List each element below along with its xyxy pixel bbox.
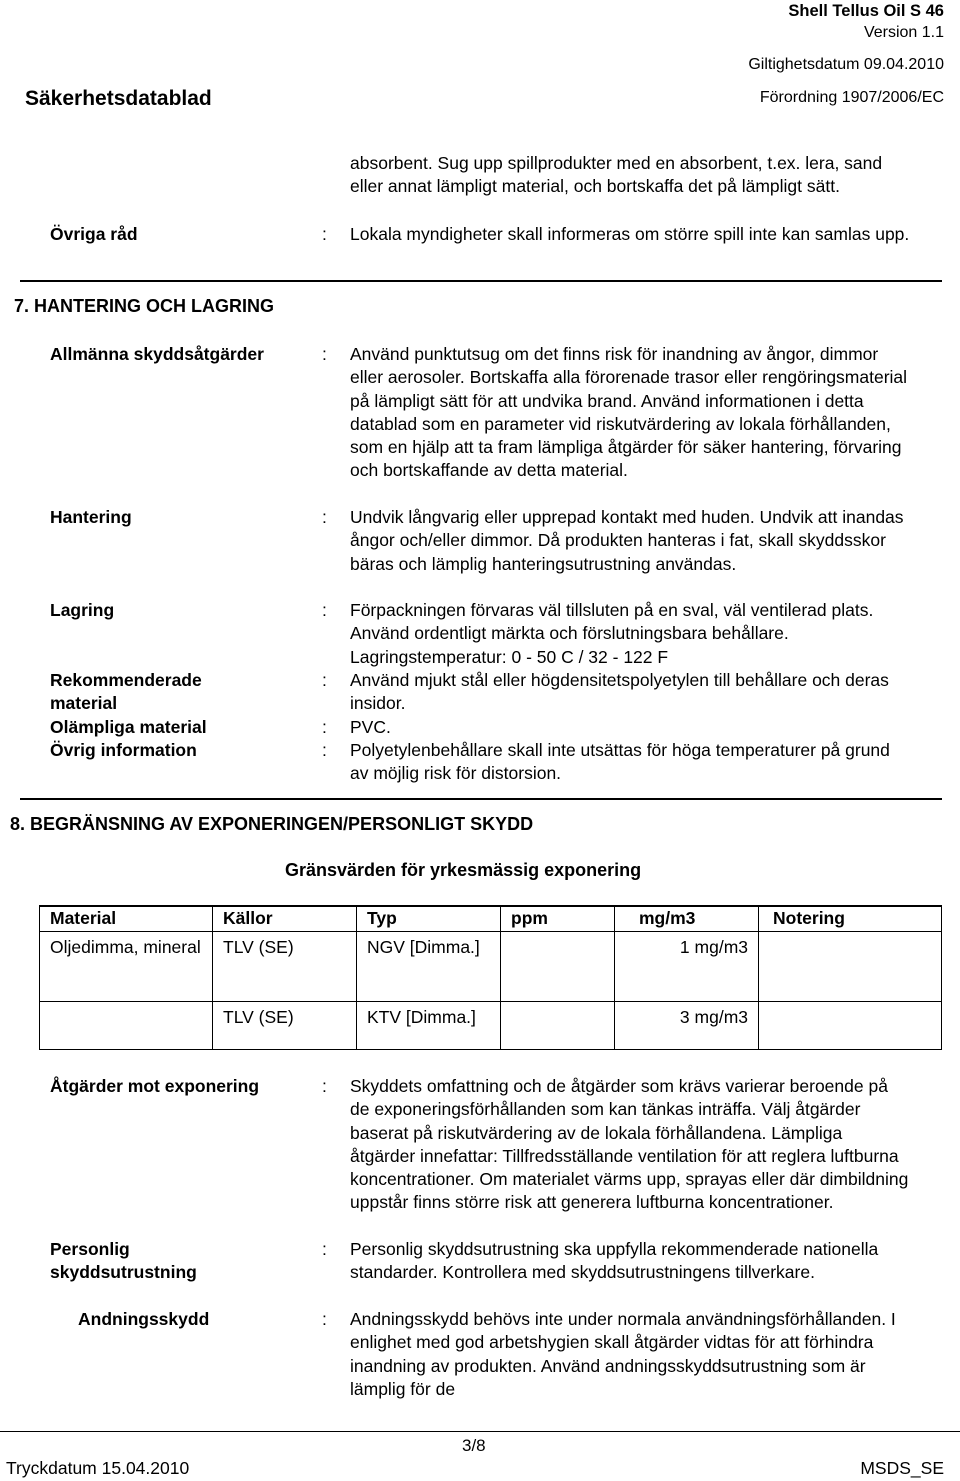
table-cell: TLV (SE)	[213, 1002, 357, 1050]
field-label: Hantering	[50, 507, 132, 527]
colon: :	[322, 1309, 327, 1329]
section-divider	[20, 798, 942, 800]
colon: :	[322, 224, 327, 244]
field-label: Övriga råd	[50, 224, 138, 244]
continuation-text: absorbent. Sug upp spillprodukter med en absorbent, t.ex. lera, sand eller annat lämpligt material, och bortskaffa det på lämpligt sätt.	[350, 153, 883, 197]
field-value: Polyetylenbehållare skall inte utsättas för höga temperaturer på grund av möjlig risk för distorsion.	[350, 740, 890, 784]
regulation: Förordning 1907/2006/EC	[759, 89, 944, 106]
colon: :	[322, 507, 327, 527]
field-label: Åtgärder mot exponering	[50, 1076, 260, 1096]
page-number: 3/8	[462, 1436, 486, 1455]
table-cell: Oljedimma, mineral	[40, 932, 213, 1002]
product-name: Shell Tellus Oil S 46	[788, 2, 944, 20]
document-title: Säkerhetsdatablad	[25, 87, 212, 110]
field-label: Olämpliga material	[50, 717, 207, 737]
field-label: Lagring	[50, 600, 115, 620]
field-label: Allmänna skyddsåtgärder	[50, 344, 264, 364]
section-8-heading: 8. BEGRÄNSNING AV EXPONERINGEN/PERSONLIGT SKYDD	[10, 814, 534, 834]
table-cell: 3 mg/m3	[615, 1002, 759, 1050]
table-cell	[759, 1002, 942, 1050]
field-label: Personlig skyddsutrustning	[50, 1239, 197, 1283]
field-value: Andningsskydd behövs inte under normala användningsförhållanden. I enlighet med god arbetshygien skall åtgärder vidtas för att förhindra inandning av produkten. Använd andningsskyddsutrustning som är lämplig för de	[350, 1309, 896, 1399]
colon: :	[322, 670, 327, 690]
footer-divider	[0, 1431, 960, 1432]
field-value: PVC.	[350, 717, 391, 737]
table-cell: 1 mg/m3	[615, 932, 759, 1002]
field-label: Rekommenderade material	[50, 670, 202, 714]
table-header-row	[40, 906, 942, 932]
table-row	[40, 1002, 942, 1050]
column-header: Typ	[357, 906, 501, 932]
field-value: Skyddets omfattning och de åtgärder som krävs varierar beroende på de exponeringsförhållanden som kan tänkas inträffa. Välj åtgärder baserat på riskutvärdering av de lokala förhållandena. Lämpliga åtgärder innefattar: Tillfredsställande ventilation för att reglera luftburna koncentrationer. Om materialet värms upp, sprayas eller där dimbildning uppstår finns större risk att generera luftburna koncentrationer.	[350, 1076, 909, 1213]
table-cell	[759, 932, 942, 1002]
table-cell: TLV (SE)	[213, 932, 357, 1002]
table-cell	[501, 1002, 615, 1050]
section-divider	[20, 280, 942, 282]
field-value: Lokala myndigheter skall informeras om större spill inte kan samlas upp.	[350, 224, 910, 244]
column-header: ppm	[501, 906, 615, 932]
table-cell	[501, 932, 615, 1002]
field-value: Använd mjukt stål eller högdensitetspolyetylen till behållare och deras insidor.	[350, 670, 889, 714]
print-date: Tryckdatum 15.04.2010	[6, 1458, 190, 1478]
table-row	[40, 932, 942, 1002]
validity-date: Giltighetsdatum 09.04.2010	[748, 56, 944, 73]
column-header: mg/m3	[615, 906, 759, 932]
exposure-limits-table	[39, 905, 942, 1050]
field-value: Personlig skyddsutrustning ska uppfylla rekommenderade nationella standarder. Kontrollera med skyddsutrustningens tillverkare.	[350, 1239, 879, 1283]
table-cell	[40, 1002, 213, 1050]
colon: :	[322, 717, 327, 737]
version: Version 1.1	[863, 24, 944, 41]
field-value: Använd punktutsug om det finns risk för inandning av ångor, dimmor eller aerosoler. Bortskaffa alla förorenade trasor eller rengöringsmaterial på lämpligt sätt för att undvika brand. Använd informationen i detta datablad som en parameter vid riskutvärdering av lokala förhållanden, som en hjälp att ta fram lämpliga åtgärder för säker hantering, förvaring och bortskaffande av detta material.	[350, 344, 908, 481]
field-value: Undvik långvarig eller upprepad kontakt med huden. Undvik att inandas ångor och/eller dimmor. Då produkten hanteras i fat, skall skyddsskor bäras och lämplig hanteringsutrustning användas.	[350, 507, 904, 574]
colon: :	[322, 1239, 327, 1259]
document-format: MSDS_SE	[860, 1458, 944, 1478]
table-cell: NGV [Dimma.]	[357, 932, 501, 1002]
exposure-limits-subheading: Gränsvärden för yrkesmässig exponering	[285, 860, 642, 880]
colon: :	[322, 344, 327, 364]
colon: :	[322, 740, 327, 760]
section-7-heading: 7. HANTERING OCH LAGRING	[14, 296, 275, 316]
field-value: Förpackningen förvaras väl tillsluten på en sval, väl ventilerad plats. Använd ordentligt märkta och förslutningsbara behållare. Lagringstemperatur: 0 - 50 C / 32 - 122 F	[350, 600, 874, 667]
table-cell: KTV [Dimma.]	[357, 1002, 501, 1050]
colon: :	[322, 600, 327, 620]
field-label: Övrig information	[50, 740, 197, 760]
colon: :	[322, 1076, 327, 1096]
column-header: Notering	[759, 906, 942, 932]
column-header: Material	[40, 906, 213, 932]
column-header: Källor	[213, 906, 357, 932]
field-label: Andningsskydd	[78, 1309, 210, 1329]
